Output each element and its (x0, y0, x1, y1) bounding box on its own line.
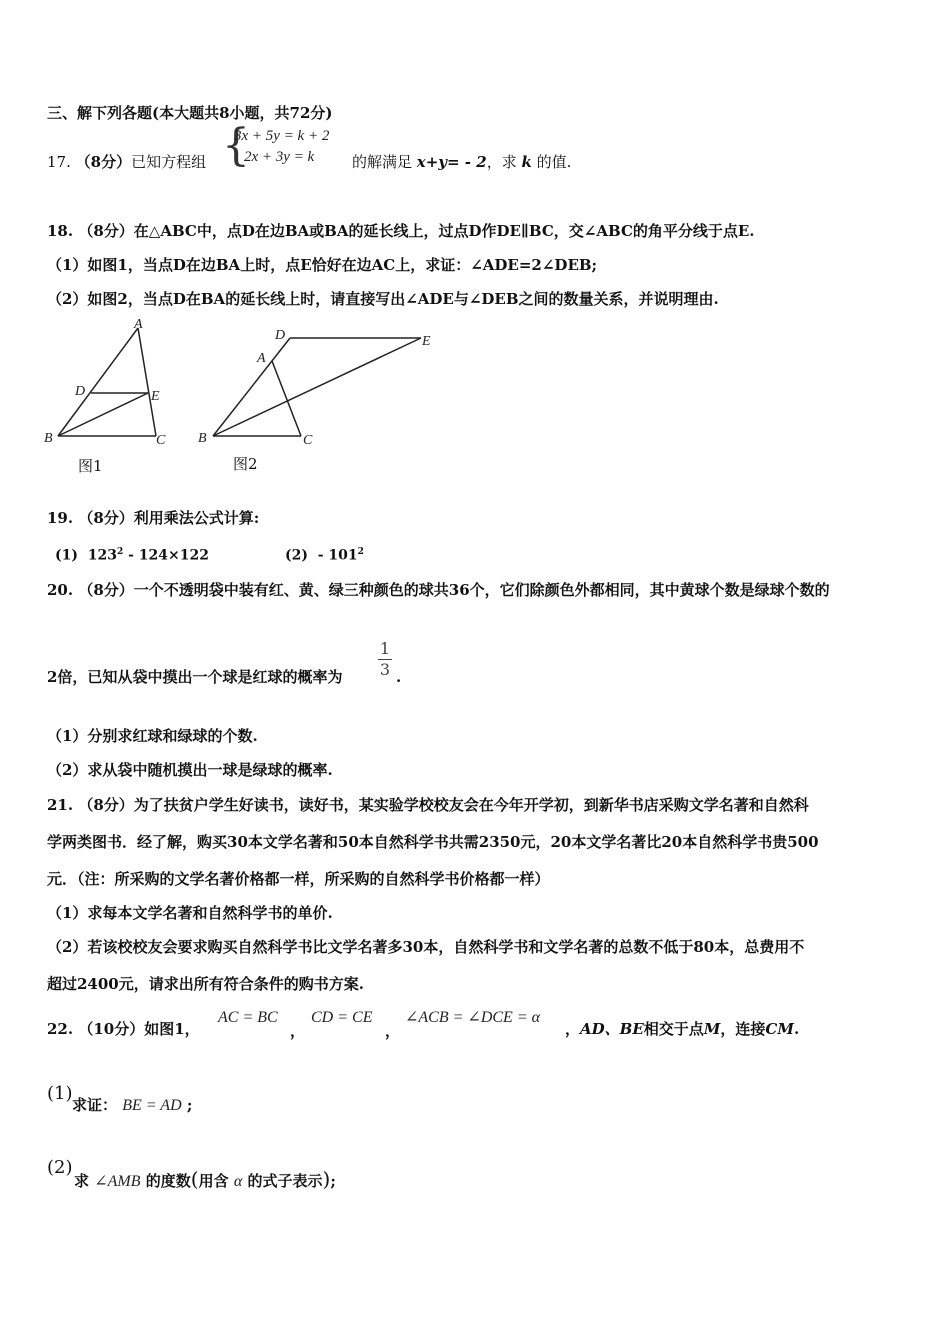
q20-part1: （1）分别求红球和绿球的个数. (47, 727, 258, 745)
q22-p2-label: (2) (47, 1157, 73, 1178)
fig1-side-ba (58, 328, 138, 436)
fig1-label-a: A (134, 317, 143, 332)
q22-mid: 相交于点 (643, 1020, 704, 1038)
q22-m3-wrap (405, 1007, 540, 1028)
q22-p1-text: 求证： (72, 1096, 118, 1114)
q22-sep1: ， (290, 1022, 306, 1040)
q22-p2-alpha: α (233, 1173, 243, 1190)
q22-m2: CD = CE (311, 1009, 373, 1026)
q21-line1: 为了扶贫户学生好读书，读好书，某实验学校校友会在今年开学初，到新华书店采购文学名著和自然科 (133, 796, 809, 814)
q22-p1-math: BE = AD (122, 1097, 182, 1114)
fig1-label-c: C (156, 433, 166, 446)
q17-var: k (521, 153, 532, 171)
q22-p2-open: ( (190, 1167, 199, 1191)
q21-number: 21. (47, 796, 74, 814)
q17-tail (352, 152, 571, 172)
q19-score: （8分） (78, 509, 134, 527)
q18-stem (47, 221, 755, 241)
q22-tail (565, 1019, 799, 1039)
q19-part1 (55, 542, 209, 566)
q22-lines: AD、BE (580, 1020, 644, 1038)
q18-number: 18. (47, 222, 74, 240)
q22-sep3: ， (565, 1020, 581, 1038)
q22-m3: ∠ACB = ∠DCE = α (405, 1009, 541, 1026)
q22-math-row (218, 1007, 278, 1028)
q19-p1-exp: 2 (116, 547, 124, 557)
q19-p2-label: (2) (285, 547, 308, 564)
fig2-caption: 图2 (233, 455, 258, 473)
fig2-label-c: C (303, 433, 313, 448)
q21-part2a: （2）若该校校友会要求购买自然科学书比文学名著多30本，自然科学书和文学名著的总数不低于80本，总费用不 (47, 938, 805, 956)
fig1-label-b: B (44, 431, 53, 446)
fig2-label-a: A (257, 351, 266, 366)
q22-part2-body (74, 1169, 336, 1192)
q22-part2 (47, 1158, 73, 1178)
q21-score: （8分） (78, 796, 134, 814)
fig1-bisector-be (58, 393, 148, 436)
brace-icon: { (222, 120, 250, 171)
q19-p1-rest: - 124×122 (123, 547, 209, 564)
q19-number: 19. (47, 509, 74, 527)
fig1-caption: 图1 (78, 457, 103, 475)
q20-text1: 一个不透明袋中装有红、黄、绿三种颜色的球共36个，它们除颜色外都相同，其中黄球个数是绿球个数的 (133, 581, 830, 599)
q20-number: 20. (47, 581, 74, 599)
q22-number: 22. (47, 1020, 74, 1038)
q22-p2-in: 用含 (198, 1172, 229, 1190)
q22-m1: AC = BC (218, 1009, 278, 1026)
q22-cm: CM (765, 1020, 794, 1038)
q20-end: . (396, 668, 402, 686)
q22-pre: 如图1， (144, 1020, 200, 1038)
q22-p2-in2: 的式子表示 (247, 1172, 323, 1190)
q22-p2-end: ; (330, 1172, 336, 1190)
fig2-line-bd (213, 338, 290, 436)
q22-dot: . (793, 1020, 800, 1038)
q18-text: 在△ABC中，点D在边BA或BA的延长线上，过点D作DE∥BC，交∠ABC的角平分线于点E. (133, 222, 755, 240)
q20-part2: （2）求从袋中随机摸出一球是绿球的概率. (47, 761, 333, 779)
q19-p2-base: - 101 (317, 547, 358, 564)
q22-p2-text2: 的度数 (145, 1172, 191, 1190)
fig1-side-ac (138, 328, 156, 436)
q20-fraction (378, 640, 392, 679)
fig2-label-e: E (422, 334, 431, 349)
q21-part1: （1）求每本文学名著和自然科学书的单价. (47, 904, 333, 922)
q22-p2-math: ∠AMB (94, 1173, 141, 1190)
q17 (47, 152, 206, 172)
fig2-label-d: D (275, 328, 286, 343)
figure-1 (40, 316, 180, 446)
q17-condition: x+y= - 2 (416, 153, 487, 171)
q22-stem (47, 1019, 200, 1039)
q22-p2-close: ) (322, 1167, 331, 1191)
q22-connect: ，连接 (720, 1020, 766, 1038)
q17-post-c: 的值. (531, 153, 572, 171)
q21-stem (47, 795, 809, 815)
q22-p2-text: 求 (74, 1172, 90, 1190)
fig1-label-e: E (151, 389, 160, 404)
fig2-label-b: B (198, 431, 207, 446)
q20-frac-den: 3 (379, 660, 391, 679)
q22-m2-wrap (311, 1007, 372, 1028)
q20-score: （8分） (78, 581, 134, 599)
q19-text: 利用乘法公式计算: (133, 509, 260, 527)
q20-stem (47, 580, 830, 600)
fig1-label-d: D (75, 384, 86, 399)
fig2-bisector-be (213, 338, 421, 436)
q19-stem (47, 508, 259, 528)
q22-p1-label: (1) (47, 1083, 73, 1104)
q19-p1-base: 123 (87, 547, 117, 564)
q17-equation-system (222, 120, 352, 172)
q20-frac-num: 1 (379, 639, 391, 658)
q22-part1 (47, 1084, 73, 1104)
q17-post-a: 的解满足 (352, 153, 417, 171)
q21-line3: 元．（注：所采购的文学名著价格都一样，所采购的自然科学书价格都一样） (47, 870, 550, 888)
q17-eq1: 3x + 5y = k + 2 (234, 128, 330, 144)
q22-point: M (703, 1020, 721, 1038)
figure-2 (193, 323, 443, 448)
fig2-side-ac (272, 361, 301, 436)
q18-part1: （1）如图1，当点D在边BA上时，点E恰好在边AC上，求证：∠ADE=2∠DEB; (47, 256, 598, 274)
q22-part1-body (72, 1095, 192, 1116)
q20-text2: 2倍，已知从袋中摸出一个球是红球的概率为 (47, 668, 343, 686)
q19-p2-exp: 2 (357, 547, 364, 557)
q17-post-b: ，求 (486, 153, 522, 171)
q17-eq2: 2x + 3y = k (244, 149, 315, 165)
q22-score: （10分） (78, 1020, 145, 1038)
q19-p1-label: (1) (55, 547, 78, 564)
q19-part2 (285, 542, 364, 566)
q18-score: （8分） (78, 222, 134, 240)
q21-line2: 学两类图书．经了解，购买30本文学名著和50本自然科学书共需2350元，20本文学名著比20本自然科学书贵500 (47, 833, 819, 851)
q22-sep2: ， (385, 1022, 401, 1040)
q18-part2: （2）如图2，当点D在BA的延长线上时，请直接写出∠ADE与∠DEB之间的数量关系，并说明理由. (47, 290, 719, 308)
section-title: 三、解下列各题(本大题共8小题，共72分) (47, 104, 333, 122)
q22-p1-end: ; (186, 1096, 193, 1114)
q17-pre: 已知方程组 (131, 153, 207, 171)
q17-score: （8分） (75, 153, 132, 171)
q21-part2b: 超过2400元，请求出所有符合条件的购书方案. (47, 975, 364, 993)
q17-number: 17. (47, 153, 71, 171)
